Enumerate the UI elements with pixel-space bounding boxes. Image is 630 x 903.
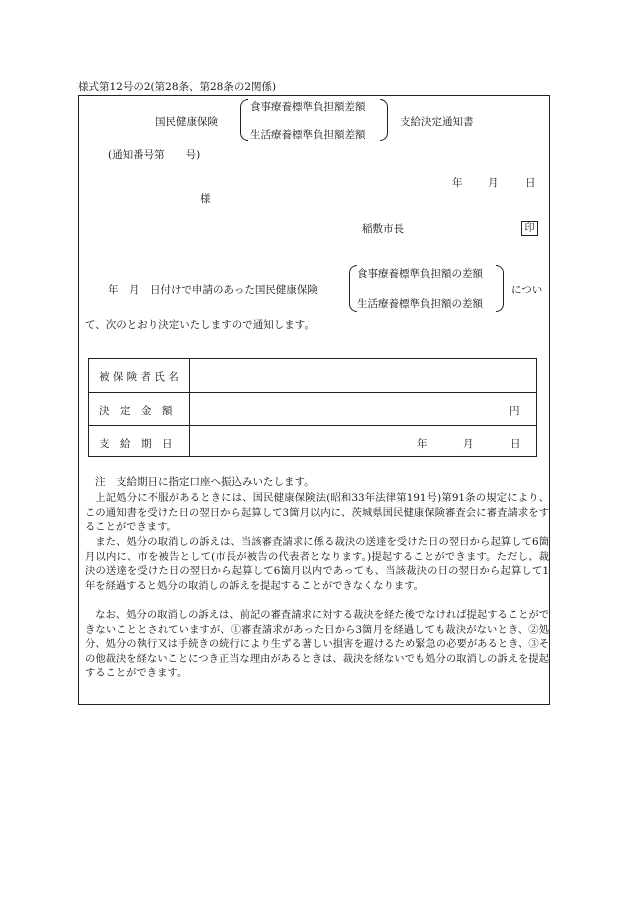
lawsuit-paragraph: また、処分の取消しの訴えは、当該審査請求に係る裁決の送達を受けた日の翌日から起算して6箇月以内に、市を被告として(市長が被告の代表者となります。)提起することができます。ただし、裁決の送達を受けた日の翌日から起算して6箇月以内であっても、当該裁決の日の翌日から起算して1年を経過すると処分の取消しの訴えを提起することができなくなります。: [85, 536, 549, 592]
notice-number: (通知番号第 号): [108, 149, 201, 161]
intro-bracket-left: [349, 265, 357, 312]
exception-paragraph: なお、処分の取消しの訴えは、前記の審査請求に対する裁決を経た後でなければ提起することができないこととされていますが、①審査請求があった日から3箇月を経過しても裁決がないとき、②処分、処分の執行又は手続きの続行により生ずる著しい損害を避けるため緊急の必要があるとき、③その他裁決を経ないことにつき正当な理由があるときは、裁決を経ないでも処分の取消しの訴えを提起することができます。: [85, 609, 549, 680]
payment-date-label: 支 給 期 日: [99, 438, 173, 450]
table-row: [89, 359, 536, 392]
payment-year: 年: [417, 438, 428, 450]
date-day: 日: [525, 177, 536, 189]
amount-unit: 円: [509, 405, 520, 417]
intro-date-part: 年 月 日付けで申請のあった国民健康保険: [108, 284, 318, 296]
decided-amount-label: 決 定 金 額: [99, 405, 173, 417]
addressee-suffix: 様: [200, 193, 211, 205]
issuer-name: 稲敷市長: [362, 223, 404, 235]
table-row: [89, 425, 536, 458]
insured-name-label: 被 保 険 者 氏 名: [99, 371, 179, 383]
form-reference: 様式第12号の2(第28条、第28条の2関係): [78, 81, 277, 93]
title-prefix: 国民健康保険: [155, 116, 218, 128]
date-month: 月: [488, 177, 499, 189]
decision-table: [88, 358, 537, 457]
payment-note: 注 支給期日に指定口座へ振込みいたします。: [95, 476, 315, 488]
payment-month: 月: [463, 438, 474, 450]
intro-bracket-right: [496, 265, 504, 312]
intro-option-living: 生活療養標準負担額の差額: [357, 298, 483, 310]
title-suffix: 支給決定通知書: [400, 116, 474, 128]
intro-line-2: て、次のとおり決定いたしますので通知します。: [85, 319, 315, 331]
title-option-living: 生活療養標準負担額差額: [250, 129, 366, 141]
date-year: 年: [452, 177, 463, 189]
intro-option-meal: 食事療養標準負担額の差額: [357, 268, 483, 280]
payment-day: 日: [510, 438, 521, 450]
appeal-paragraph: 上記処分に不服があるときには、国民健康保険法(昭和33年法律第191号)第91条の規定により、この通知書を受けた日の翌日から起算して3箇月以内に、茨城県国民健康保険審査会に審査請求をすることができます。: [85, 492, 549, 534]
title-bracket-right: [380, 99, 388, 141]
table-row: [89, 392, 536, 425]
seal-mark: 印: [521, 221, 538, 236]
title-option-meal: 食事療養標準負担額差額: [250, 101, 366, 113]
title-bracket-left: [240, 99, 248, 141]
intro-tail: につい: [511, 284, 543, 296]
